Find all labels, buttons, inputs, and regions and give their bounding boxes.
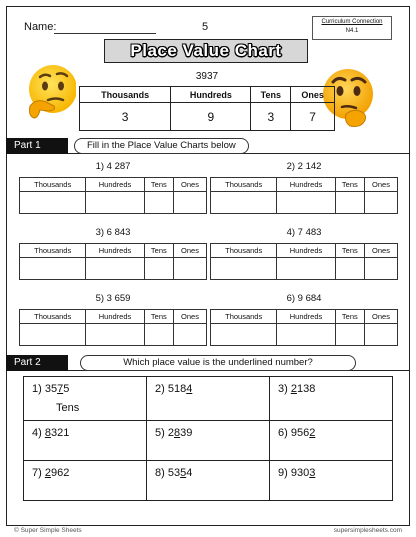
pv-col-thousands: Thousands [211,310,277,324]
pv-input-cell[interactable] [365,324,398,346]
pv-chart-table [210,177,398,214]
example-value-thousands: 3 [80,103,171,131]
pv-col-hundreds: Hundreds [277,310,335,324]
question-number-text: 9) 9303 [278,467,316,479]
pv-col-thousands: Thousands [211,244,277,258]
example-value-hundreds: 9 [171,103,251,131]
question-number-text: 3) 2138 [278,383,316,395]
example-value-tens: 3 [251,103,291,131]
example-place-value-chart [79,86,335,131]
pv-col-hundreds: Hundreds [86,310,144,324]
pv-col-hundreds: Hundreds [86,244,144,258]
pv-input-cell[interactable] [365,258,398,280]
pv-col-tens: Tens [144,244,173,258]
thinking-face-icon [26,62,76,142]
pv-col-ones: Ones [174,244,207,258]
pv-input-cell[interactable] [365,192,398,214]
curriculum-connection-box [312,16,392,40]
pv-col-thousands: Thousands [20,178,86,192]
pv-input-cell[interactable] [335,258,364,280]
pv-col-tens: Tens [335,244,364,258]
example-number: 3937 [195,71,219,82]
pv-input-cell[interactable] [211,324,277,346]
question-number-text: 5) 2839 [155,427,193,439]
example-header-tens: Tens [251,87,291,103]
pv-input-cell[interactable] [277,258,335,280]
part-1-header [6,138,410,154]
underlined-digit: 8 [173,427,181,439]
pv-input-cell[interactable] [335,324,364,346]
question-cell[interactable] [24,461,147,501]
pv-chart-label: 6) 9 684 [286,293,322,304]
question-cell[interactable] [270,377,393,421]
pv-input-cell[interactable] [20,324,86,346]
question-cell[interactable] [147,461,270,501]
underlined-digit: 8 [44,427,51,439]
question-cell[interactable] [147,377,270,421]
example-value-ones: 7 [291,103,335,131]
underlined-digit: 2 [44,467,51,479]
part-2-tag: Part 2 [6,355,68,371]
pv-chart-table [210,309,398,346]
underlined-number-grid [23,376,393,501]
question-number-text: 7) 2962 [32,467,70,479]
footer-site-link[interactable]: supersimplesheets.com [333,527,402,534]
pv-chart-label: 2) 2 142 [286,161,322,172]
question-number-text: 6) 9562 [278,427,316,439]
pv-col-thousands: Thousands [20,310,86,324]
title-banner [104,39,308,63]
pv-col-ones: Ones [365,178,398,192]
page-number: 5 [202,21,209,33]
pv-chart-label: 4) 7 483 [286,227,322,238]
question-cell[interactable] [24,377,147,421]
pv-col-tens: Tens [335,310,364,324]
question-number-text: 8) 5354 [155,467,193,479]
curriculum-code: N4.1 [345,28,359,34]
pv-chart-table [19,243,207,280]
pv-chart-label: 3) 6 843 [95,227,131,238]
part-2-instruction: Which place value is the underlined number? [80,355,356,371]
pv-input-cell[interactable] [144,258,173,280]
pv-chart-table [19,177,207,214]
pv-input-cell[interactable] [86,324,144,346]
pv-input-cell[interactable] [277,324,335,346]
underlined-digit: 5 [180,467,187,479]
pv-input-cell[interactable] [277,192,335,214]
pv-col-ones: Ones [174,178,207,192]
question-number-text: 1) 3575 [32,383,70,395]
pv-chart-label: 1) 4 287 [95,161,131,172]
pv-input-cell[interactable] [174,258,207,280]
pv-input-cell[interactable] [211,192,277,214]
name-label: Name: [24,21,57,33]
part-2-header [6,355,410,371]
pv-col-thousands: Thousands [20,244,86,258]
answer-text: Tens [56,402,80,414]
pv-input-cell[interactable] [174,192,207,214]
pv-chart-table [210,243,398,280]
pv-input-cell[interactable] [144,192,173,214]
pv-input-cell[interactable] [86,192,144,214]
footer-copyright: © Super Simple Sheets [14,527,82,534]
question-cell[interactable] [24,421,147,461]
pv-chart-table [19,309,207,346]
question-cell[interactable] [270,461,393,501]
page-title: Place Value Chart [130,41,282,60]
pv-col-hundreds: Hundreds [277,178,335,192]
pv-input-cell[interactable] [174,324,207,346]
pv-col-ones: Ones [174,310,207,324]
part-1-tag: Part 1 [6,138,68,154]
name-field-line[interactable] [54,33,156,34]
underlined-digit: 2 [290,383,297,395]
curriculum-title: Curriculum Connection [321,19,383,25]
pv-col-ones: Ones [365,310,398,324]
example-header-thousands: Thousands [80,87,171,103]
pv-input-cell[interactable] [86,258,144,280]
question-cell[interactable] [147,421,270,461]
pv-input-cell[interactable] [20,258,86,280]
pv-col-ones: Ones [365,244,398,258]
pv-col-thousands: Thousands [211,178,277,192]
underlined-digit: 2 [309,427,316,439]
question-number-text: 4) 8321 [32,427,70,439]
pv-col-hundreds: Hundreds [277,244,335,258]
pv-input-cell[interactable] [144,324,173,346]
question-number-text: 2) 5184 [155,383,193,395]
pv-input-cell[interactable] [335,192,364,214]
pv-input-cell[interactable] [211,258,277,280]
part-1-instruction: Fill in the Place Value Charts below [74,138,249,154]
pv-col-tens: Tens [144,178,173,192]
example-header-hundreds: Hundreds [171,87,251,103]
pv-input-cell[interactable] [20,192,86,214]
underlined-digit: 4 [186,383,193,395]
pv-col-hundreds: Hundreds [86,178,144,192]
example-header-ones: Ones [291,87,335,103]
pv-col-tens: Tens [144,310,173,324]
question-cell[interactable] [270,421,393,461]
underlined-digit: 3 [309,467,316,479]
pv-chart-label: 5) 3 659 [95,293,131,304]
underlined-digit: 7 [57,383,64,395]
pv-col-tens: Tens [335,178,364,192]
